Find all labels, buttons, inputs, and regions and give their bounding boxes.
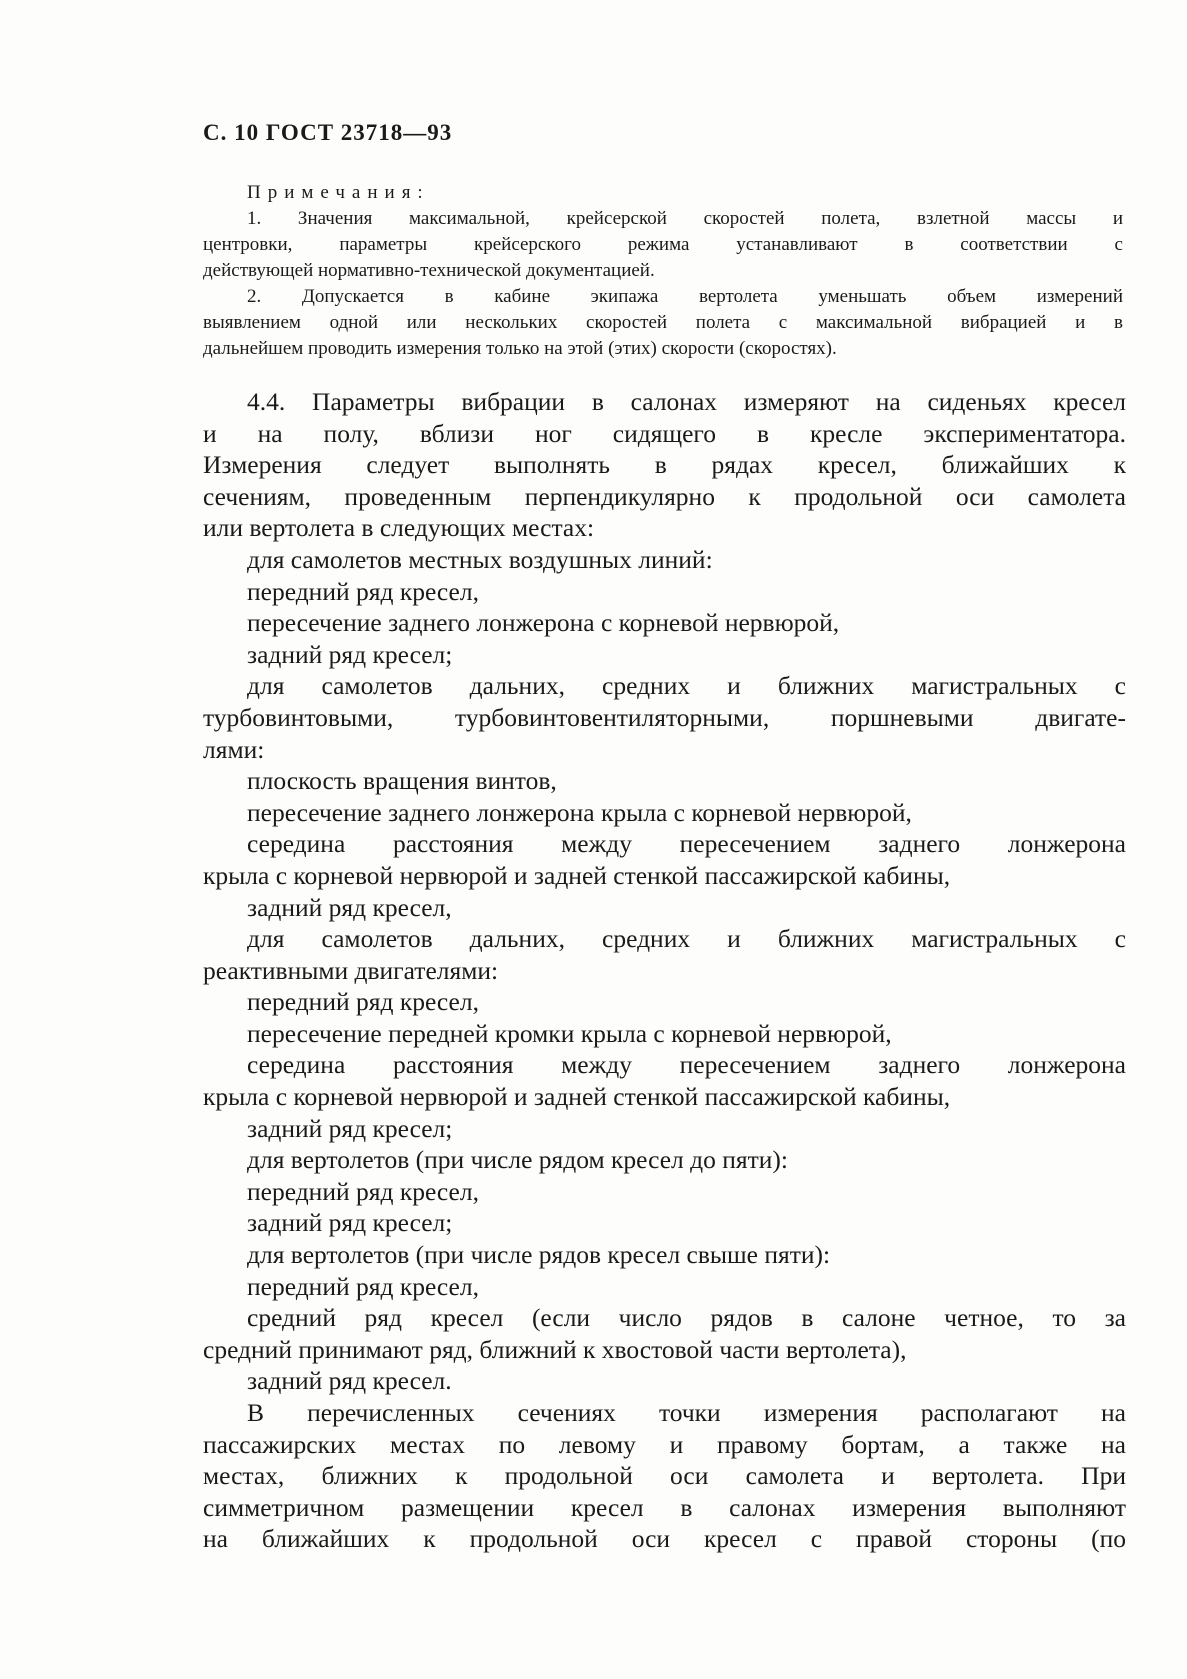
text-line: для самолетов дальних, средних и ближних магистральных с bbox=[247, 671, 1126, 701]
text-line: средний ряд кресел (если число рядов в салоне четное, то за bbox=[247, 1303, 1126, 1333]
text-line: для самолетов местных воздушных линий: bbox=[247, 544, 713, 574]
text-line: плоскость вращения винтов, bbox=[247, 766, 557, 796]
text-line: для самолетов дальних, средних и ближних магистральных с bbox=[247, 924, 1126, 954]
text-line: задний ряд кресел; bbox=[247, 1113, 453, 1143]
text-line: на ближайших к продольной оси кресел с правой стороны (по bbox=[203, 1524, 1126, 1554]
text-line: турбовинтовыми, турбовинтовентиляторными, поршневыми двигате- bbox=[203, 702, 1126, 732]
text-line: или вертолета в следующих местах: bbox=[203, 513, 595, 543]
text-line: пересечение заднего лонжерона с корневой нервюрой, bbox=[247, 608, 840, 638]
page-header: С. 10 ГОСТ 23718—93 bbox=[203, 120, 453, 145]
text-line: сечениям, проведенным перпендикулярно к продольной оси самолета bbox=[203, 481, 1126, 511]
text-line: задний ряд кресел; bbox=[247, 639, 453, 669]
text-line: лями: bbox=[203, 734, 265, 764]
notes-lines bbox=[203, 206, 1123, 362]
notes-title: Примечания: bbox=[247, 182, 430, 203]
text-line: симметричном размещении кресел в салонах измерения выполняют bbox=[203, 1492, 1126, 1522]
text-line: и на полу, вблизи ног сидящего в кресле экспериментатора. bbox=[203, 418, 1126, 448]
text-line: выявлением одной или нескольких скоростей полета с максимальной вибрацией и в bbox=[203, 312, 1123, 333]
notes-block bbox=[203, 180, 1123, 362]
text-line: передний ряд кресел, bbox=[247, 1271, 479, 1301]
text-line: для вертолетов (при числе рядом кресел до пяти): bbox=[247, 1145, 788, 1175]
text-line: 1. Значения максимальной, крейсерской скоростей полета, взлетной массы и bbox=[247, 208, 1123, 229]
text-line: реактивными двигателями: bbox=[203, 955, 499, 985]
text-line: задний ряд кресел; bbox=[247, 1208, 453, 1238]
text-line: крыла с корневой нервюрой и задней стенкой пассажирской кабины, bbox=[203, 860, 951, 890]
text-line: передний ряд кресел, bbox=[247, 987, 479, 1017]
text-line: средний принимают ряд, ближний к хвостовой части вертолета), bbox=[203, 1334, 907, 1364]
text-line: 4.4. Параметры вибрации в салонах измеряют на сиденьях кресел bbox=[247, 387, 1126, 416]
text-line: действующей нормативно-технической документацией. bbox=[203, 260, 655, 281]
text-line: передний ряд кресел, bbox=[247, 1176, 479, 1206]
text-line: задний ряд кресел. bbox=[247, 1366, 452, 1396]
text-line: середина расстояния между пересечением заднего лонжерона bbox=[247, 829, 1126, 859]
text-line: для вертолетов (при числе рядов кресел свыше пяти): bbox=[247, 1240, 831, 1270]
text-line: местах, ближних к продольной оси самолета и вертолета. При bbox=[203, 1461, 1126, 1491]
text-line: Измерения следует выполнять в рядах кресел, ближайших к bbox=[203, 450, 1126, 480]
text-line: дальнейшем проводить измерения только на этой (этих) скорости (скоростях). bbox=[203, 338, 837, 359]
text-line: середина расстояния между пересечением заднего лонжерона bbox=[247, 1050, 1126, 1080]
text-line: центровки, параметры крейсерского режима устанавливают в соответствии с bbox=[203, 234, 1123, 255]
text-line: пассажирских местах по левому и правому бортам, а также на bbox=[203, 1429, 1126, 1459]
text-line: пересечение передней кромки крыла с корневой нервюрой, bbox=[247, 1018, 892, 1048]
text-line: задний ряд кресел, bbox=[247, 892, 452, 922]
text-line: В перечисленных сечениях точки измерения располагают на bbox=[247, 1398, 1126, 1427]
text-line: 2. Допускается в кабине экипажа вертолета уменьшать объем измерений bbox=[247, 286, 1123, 307]
main-text bbox=[203, 386, 1126, 1555]
text-line: пересечение заднего лонжерона крыла с корневой нервюрой, bbox=[247, 797, 912, 827]
text-line: крыла с корневой нервюрой и задней стенкой пассажирской кабины, bbox=[203, 1082, 951, 1112]
text-line: передний ряд кресел, bbox=[247, 576, 479, 606]
